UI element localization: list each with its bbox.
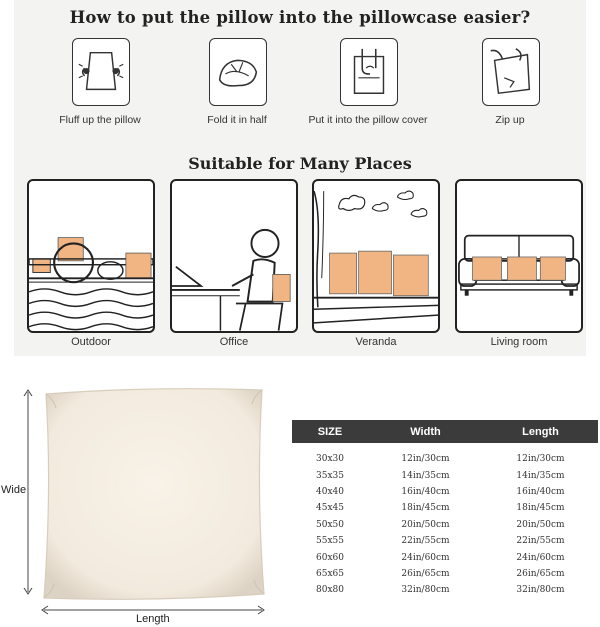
size-cell: 30x30	[316, 454, 344, 465]
size-table	[292, 420, 598, 599]
length-label: Length	[136, 613, 170, 625]
table-row	[292, 467, 598, 483]
place-label: Outdoor	[71, 336, 111, 348]
size-cell: 80x80	[316, 585, 344, 596]
width-cell: 24in/60cm	[401, 552, 450, 563]
size-cell: 60x60	[316, 552, 344, 563]
column-header: SIZE	[292, 420, 368, 443]
length-cell: 32in/80cm	[516, 585, 565, 596]
width-cell: 14in/35cm	[401, 470, 450, 481]
veranda-scene-icon	[312, 179, 440, 333]
column-header: Width	[368, 420, 483, 443]
length-cell: 14in/35cm	[516, 470, 565, 481]
wide-label: Wide	[1, 484, 27, 496]
width-cell: 32in/80cm	[401, 585, 450, 596]
step-label: Zip up	[495, 114, 525, 126]
length-cell: 22in/55cm	[516, 536, 565, 547]
pillow-shape	[44, 389, 264, 600]
office-scene-icon	[170, 179, 298, 333]
width-cell: 18in/45cm	[401, 503, 450, 514]
size-cell: 65x65	[316, 568, 344, 579]
place-label: Living room	[490, 336, 548, 348]
width-cell: 16in/40cm	[401, 486, 450, 497]
section-title: Suitable for Many Places	[188, 154, 412, 173]
length-cell: 18in/45cm	[516, 503, 565, 514]
place-label: Veranda	[355, 336, 397, 348]
living-room-scene-icon	[455, 179, 583, 333]
pillow-diagram	[0, 370, 290, 627]
zip-up-icon	[482, 38, 540, 106]
table-row	[292, 484, 598, 500]
size-cell: 55x55	[316, 536, 344, 547]
fold-pillow-icon	[209, 38, 267, 106]
size-cell: 50x50	[316, 519, 344, 530]
table-row	[292, 582, 598, 598]
width-cell: 22in/55cm	[401, 536, 450, 547]
width-cell: 20in/50cm	[401, 519, 450, 530]
step-label: Fold it in half	[207, 114, 267, 126]
length-cell: 26in/65cm	[516, 568, 565, 579]
place-outdoor	[27, 179, 155, 348]
step-label: Put it into the pillow cover	[308, 114, 428, 126]
size-cell: 45x45	[316, 503, 344, 514]
fluff-pillow-icon	[72, 38, 130, 106]
table-row	[292, 500, 598, 516]
width-cell: 12in/30cm	[401, 454, 450, 465]
table-row	[292, 517, 598, 533]
table-row	[292, 533, 598, 549]
table-row	[292, 566, 598, 582]
table-row	[292, 549, 598, 565]
size-cell: 35x35	[316, 470, 344, 481]
length-cell: 16in/40cm	[516, 486, 565, 497]
table-row	[292, 451, 598, 467]
width-cell: 26in/65cm	[401, 568, 450, 579]
place-veranda	[312, 179, 440, 348]
size-table-header	[292, 420, 598, 443]
place-label: Office	[219, 336, 249, 348]
length-cell: 12in/30cm	[516, 454, 565, 465]
length-cell: 24in/60cm	[516, 552, 565, 563]
outdoor-scene-icon	[27, 179, 155, 333]
column-header: Length	[483, 420, 598, 443]
length-cell: 20in/50cm	[516, 519, 565, 530]
page-title: How to put the pillow into the pillowcase easier?	[69, 8, 531, 27]
place-office	[170, 179, 298, 348]
insert-pillow-icon	[340, 38, 398, 106]
size-cell: 40x40	[316, 486, 344, 497]
step-label: Fluff up the pillow	[59, 114, 141, 126]
place-living-room	[455, 179, 583, 348]
